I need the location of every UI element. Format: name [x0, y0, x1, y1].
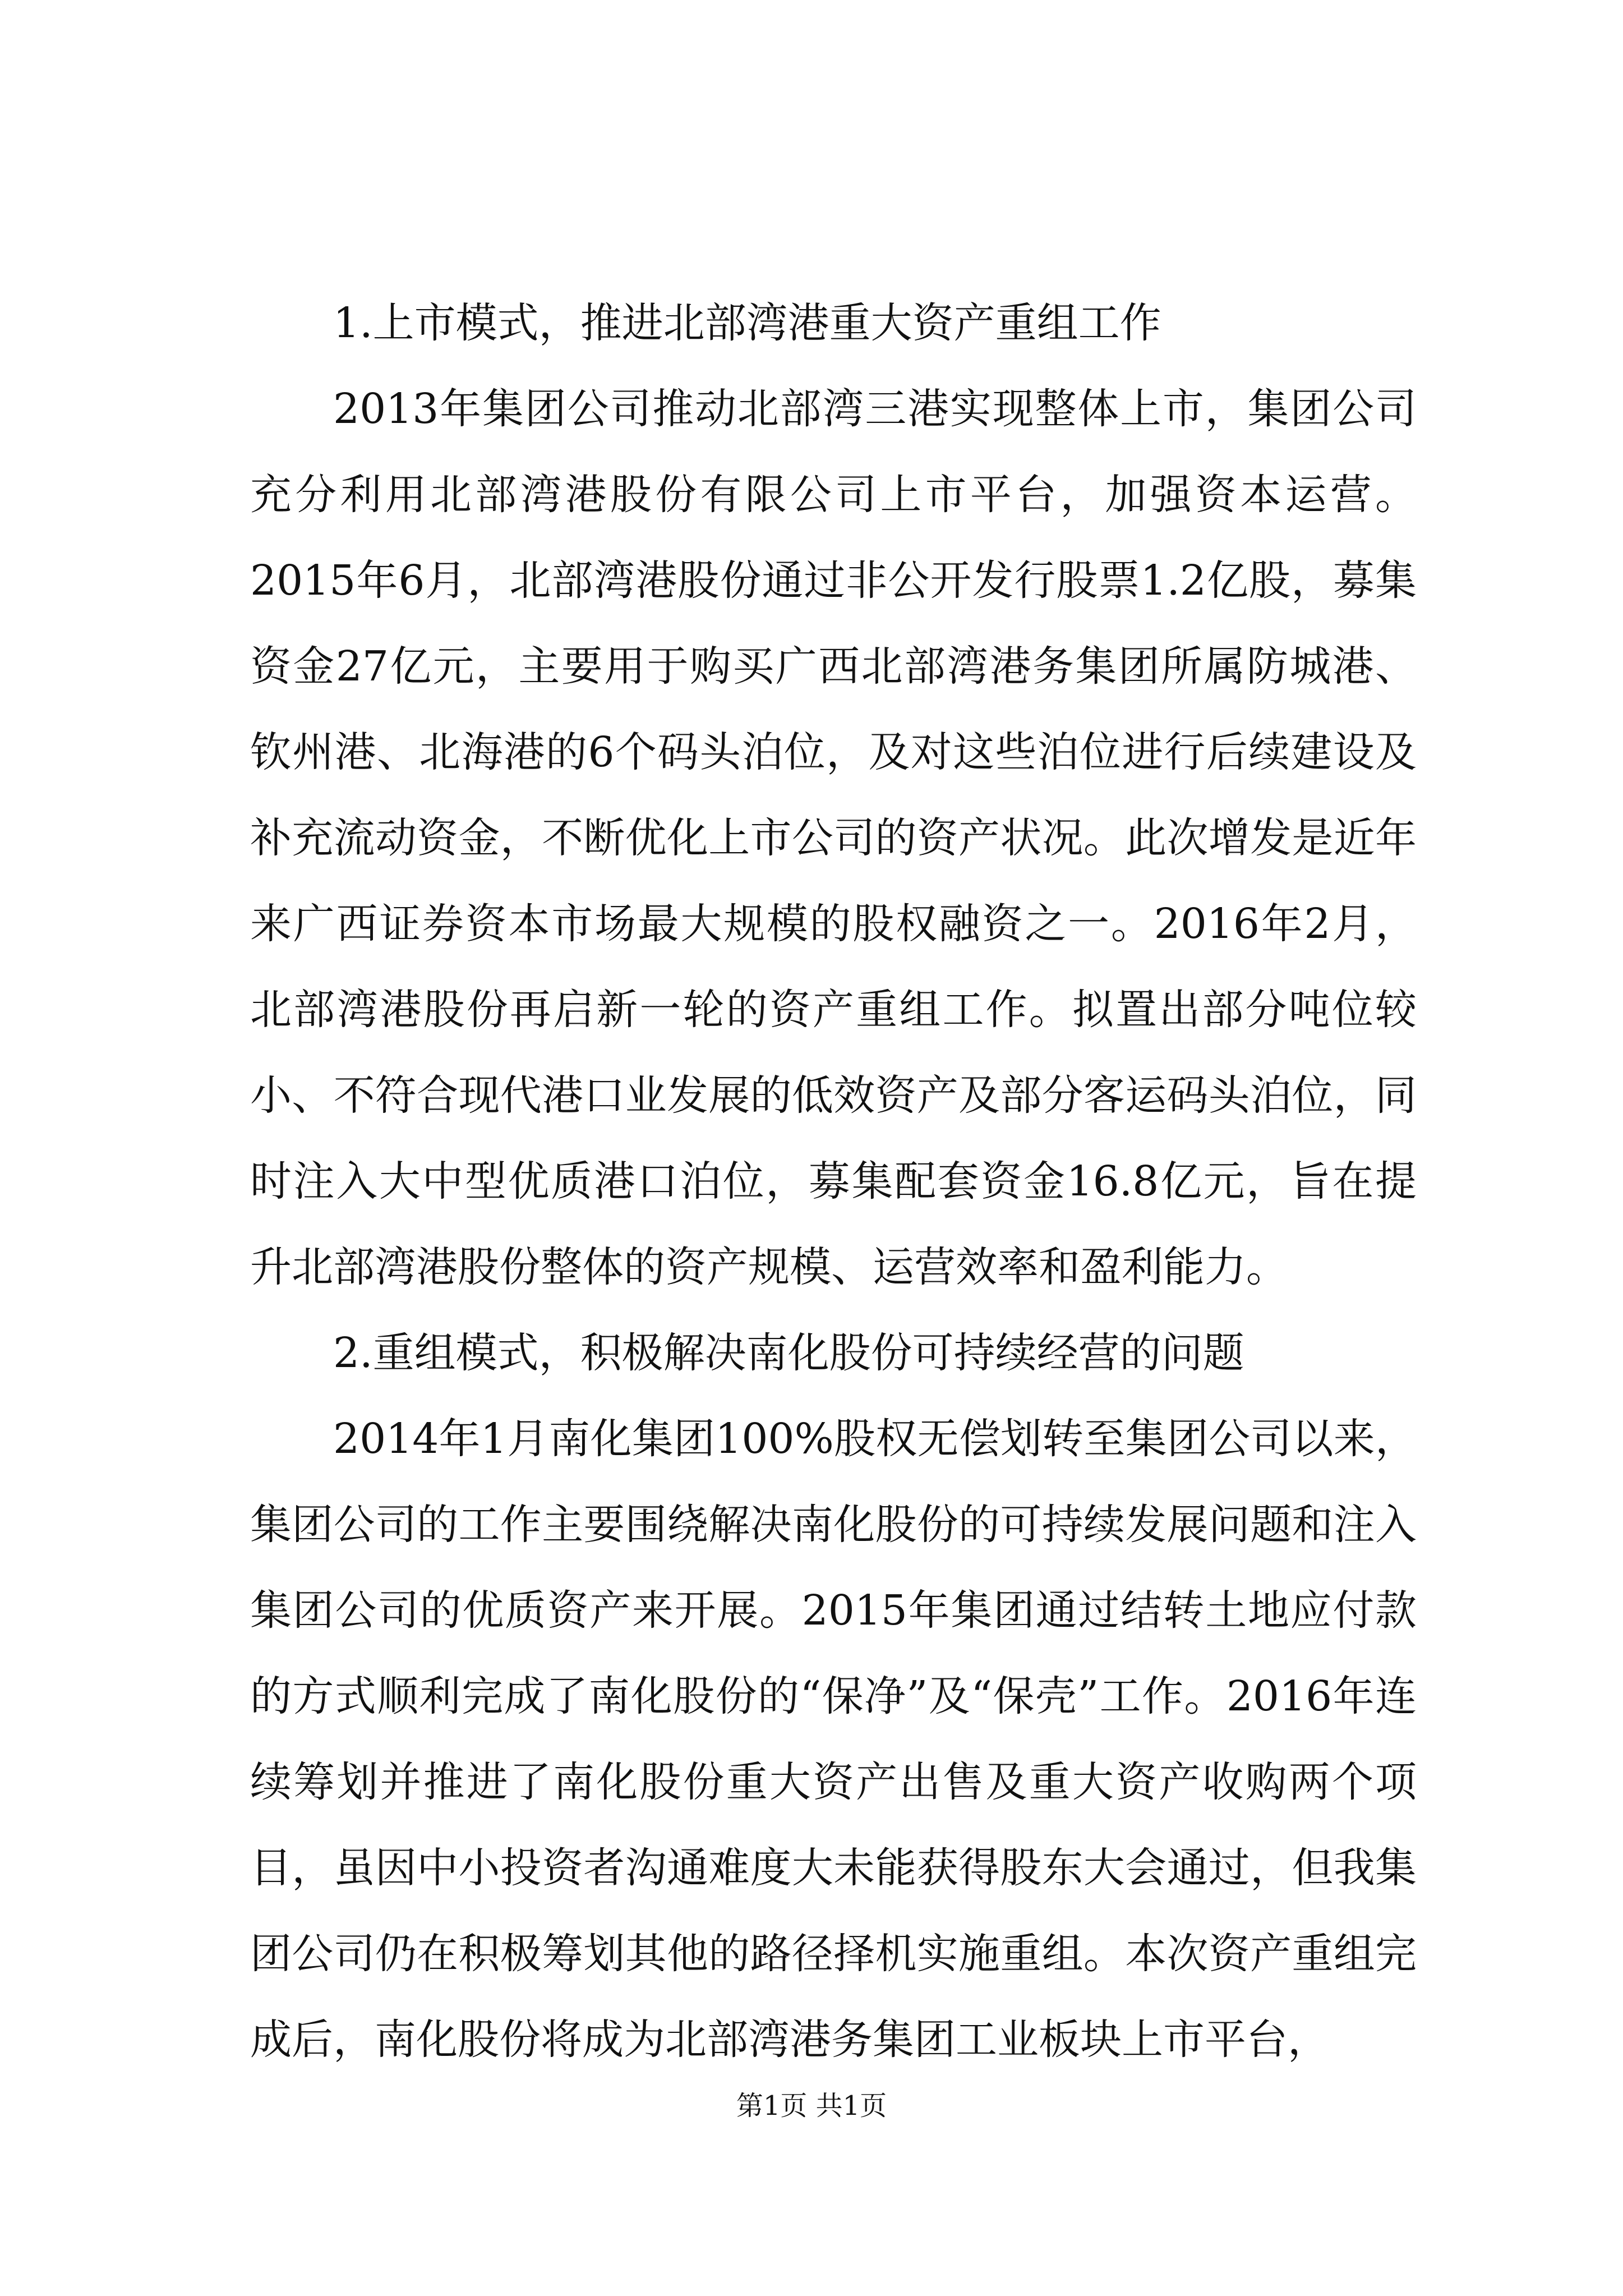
- page-number-footer: 第1页 共1页: [736, 2090, 887, 2122]
- section-heading-restructuring-model: 2.重组模式，积极解决南化股份可持续经营的问题: [333, 1329, 1244, 1377]
- section-heading-listing-model: 1.上市模式，推进北部湾港重大资产重组工作: [333, 299, 1161, 347]
- document-body: [250, 280, 1417, 2083]
- body-paragraph-restructuring-model: 2014年1月南化集团100%股权无偿划转至集团公司以来，集团公司的工作主要围绕解决南化股份的可持续发展问题和注入集团公司的优质资产来开展。2015年集团通过结转土地应付款的方式顺利完成了南化股份的“保净”及“保壳”工作。2016年连续筹划并推进了南化股份重大资产出售及重大资产收购两个项目，虽因中小投资者沟通难度大未能获得股东大会通过，但我集团公司仍在积极筹划其他的路径择机实施重组。本次资产重组完成后，南化股份将成为北部湾港务集团工业板块上市平台，: [250, 1415, 1417, 2064]
- body-paragraph-listing-model: 2013年集团公司推动北部湾三港实现整体上市，集团公司充分利用北部湾港股份有限公司上市平台，加强资本运营。2015年6月，北部湾港股份通过非公开发行股票1.2亿股，募集资金27亿元，主要用于购买广西北部湾港务集团所属防城港、钦州港、北海港的6个码头泊位，及对这些泊位进行后续建设及补充流动资金，不断优化上市公司的资产状况。此次增发是近年来广西证券资本市场最大规模的股权融资之一。2016年2月，北部湾港股份再启新一轮的资产重组工作。拟置出部分吨位较小、不符合现代港口业发展的低效资产及部分客运码头泊位，同时注入大中型优质港口泊位，募集配套资金16.8亿元，旨在提升北部湾港股份整体的资产规模、运营效率和盈利能力。: [250, 385, 1417, 1291]
